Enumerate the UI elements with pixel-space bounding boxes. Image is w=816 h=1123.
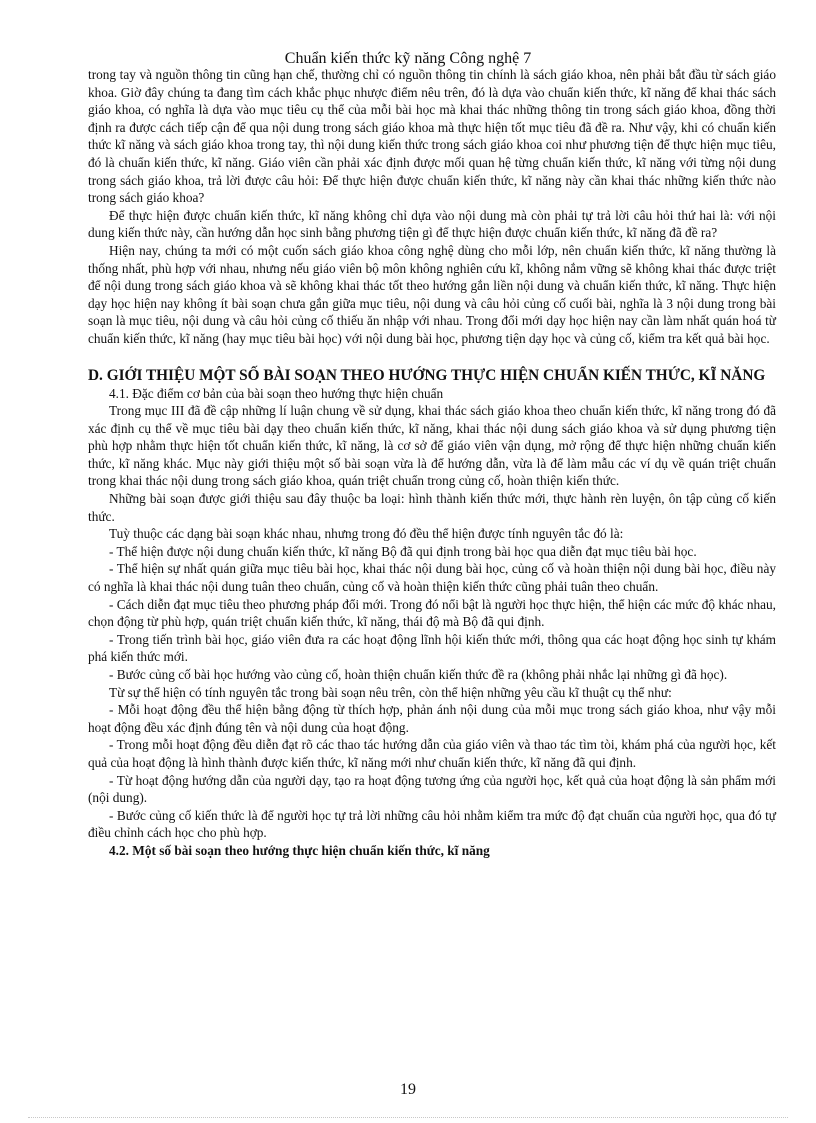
paragraph: Để thực hiện được chuẩn kiến thức, kĩ năng không chỉ dựa vào nội dung mà còn phải tự trả lời câu hỏi thứ hai là: với nội dung kiến thức này, cần hướng dẫn học sinh bằng phương tiện gì để thực hiện được chuẩn kiến thức, kĩ năng đã đề ra?: [88, 207, 776, 241]
list-item: - Cách diễn đạt mục tiêu theo phương pháp đổi mới. Trong đó nổi bật là người học thực hiện, thể hiện các mức độ khác nhau, chọn động từ phù hợp, quán triệt chuẩn kiến thức, kĩ năng, thái độ mà Bộ đã qui định.: [88, 596, 776, 630]
paragraph: Tuỳ thuộc các dạng bài soạn khác nhau, nhưng trong đó đều thể hiện được tính nguyên tắc đó là:: [109, 526, 624, 542]
paragraph: trong tay và nguồn thông tin cũng hạn chế, thường chỉ có nguồn thông tin chính là sách giáo khoa, nên phải bắt đầu từ sách giáo khoa. Giờ đây chúng ta đang tìm cách khắc phục nhược điểm nêu trên, đó là dựa vào chuẩn kiến thức, kĩ năng để khai thác sách giáo khoa, có nghĩa là dựa vào mục tiêu cụ thể của mỗi bài học mà khai thác những thông tin trong sách giáo khoa, đồng thời định ra được cách tiếp cận để qua nội dung trong sách giáo khoa mà thực hiện tốt mục tiêu đã đề ra. Như vậy, khi có chuẩn kiến thức kĩ năng và sách giáo khoa trong tay, thì nội dung kiến thức trong sách giáo khoa coi như phương tiện để thực hiện mục tiêu, đó là chuẩn kiến thức, kĩ năng. Giáo viên cần phải xác định được mối quan hệ từng chuẩn kiến thức, kĩ năng với từng nội dung trong sách giáo khoa, trả lời được câu hỏi: Để thực hiện được chuẩn kiến thức, kĩ năng này cần khai thác những kiến thức nào trong sách giáo khoa?: [88, 67, 776, 206]
list-item: - Trong mỗi hoạt động đều diễn đạt rõ các thao tác hướng dẫn của giáo viên và thao tác tìm tòi, khám phá của người học, kết quả của hoạt động là hình thành được kiến thức, kĩ năng mới như chuẩn kiến thức, kĩ năng đã qui định.: [88, 737, 776, 770]
page-number: 19: [400, 1081, 416, 1098]
list-item: - Bước củng cố bài học hướng vào củng cố, hoàn thiện chuẩn kiến thức đề ra (không phải nhắc lại những gì đã học).: [109, 667, 728, 682]
paragraph: Hiện nay, chúng ta mới có một cuốn sách giáo khoa công nghệ dùng cho mỗi lớp, nên chuẩn kiến thức, kĩ năng thường là thống nhất, phù hợp với nhau, nhưng nếu giáo viên bộ môn không nghiên cứu kĩ, không nắm vững sẽ không khai thác được triệt để nội dung trong sách giáo khoa và sẽ không khai thác tốt theo hướng gắn liền nội dung và chuẩn kiến thức, kĩ năng. Thực hiện dạy học hiện nay không ít bài soạn chưa gắn giữa mục tiêu, nội dung và câu hỏi củng cố cuối bài, nghĩa là 3 nội dung trong bài soạn là mục tiêu, nội dung và câu hỏi củng cố thiếu ăn nhập với nhau. Trong đổi mới dạy học hiện nay cần làm nhất quán hoá từ chuẩn kiến thức, kĩ năng (hay mục tiêu bài học) với nội dung bài học, phương tiện dạy học và củng cố, kiểm tra kết quả bài học.: [88, 242, 776, 346]
list-item: - Trong tiến trình bài học, giáo viên đưa ra các hoạt động lĩnh hội kiến thức mới, thông qua các hoạt động học sinh tự khám phá kiến thức mới.: [88, 631, 776, 665]
page-bottom-divider: [28, 1117, 788, 1118]
spacer: [88, 348, 776, 367]
list-item: - Từ hoạt động hướng dẫn của người dạy, tạo ra hoạt động tương ứng của người học, kết quả của hoạt động là sản phẩm mới (nội dung).: [88, 772, 776, 806]
list-item: - Thể hiện sự nhất quán giữa mục tiêu bài học, khai thác nội dung bài học, củng cố và hoàn thiện nội dung bài học, điều này có nghĩa là khai thác nội dung tuân theo chuẩn, củng cố và hoàn thiện kiến thức cũng phải tuân theo chuẩn.: [88, 561, 776, 595]
subsection-title: 4.1. Đặc điểm cơ bản của bài soạn theo hướng thực hiện chuẩn: [109, 385, 444, 401]
list-item: - Mỗi hoạt động đều thể hiện bằng động từ thích hợp, phản ánh nội dung của mỗi mục trong sách giáo khoa, như vậy mỗi hoạt động đều xác định đúng tên và nội dung của hoạt động.: [88, 702, 776, 735]
subsection-title: 4.2. Một số bài soạn theo hướng thực hiện chuẩn kiến thức, kĩ năng: [109, 842, 490, 858]
paragraph: Những bài soạn được giới thiệu sau đây thuộc ba loại: hình thành kiến thức mới, thực hành rèn luyện, ôn tập củng cố kiến thức.: [88, 491, 776, 524]
paragraph: Từ sự thể hiện có tính nguyên tắc trong bài soạn nêu trên, còn thể hiện những yêu cầu kĩ thuật cụ thể như:: [109, 684, 672, 700]
paragraph: Trong mục III đã đề cập những lí luận chung về sử dụng, khai thác sách giáo khoa theo chuẩn kiến thức, kĩ năng trong đó đã xác định cụ thể về mục tiêu bài dạy theo chuẩn kiến thức, kĩ năng, khai thác nội dung sách giáo khoa và sử dụng phương tiện phù hợp nhằm thực hiện tốt chuẩn kiến thức, kĩ năng, là cơ sở để giáo viên vận dụng, mở rộng để thực hiện những chuẩn kiến thức, kĩ năng khác. Mục này giới thiệu một số bài soạn vừa là để hướng dẫn, vừa là để làm mẫu các ví dụ về quán triệt chuẩn trong khai thác nội dung trong sách giáo khoa, quán triệt chuẩn trong củng cố, hoàn thiện kiến thức.: [88, 403, 776, 489]
section-heading: D. GIỚI THIỆU MỘT SỐ BÀI SOẠN THEO HƯỚNG THỰC HIỆN CHUẨN KIẾN THỨC, KĨ NĂNG: [88, 366, 766, 384]
list-item: - Thể hiện được nội dung chuẩn kiến thức, kĩ năng Bộ đã qui định trong bài học qua diễn đạt mục tiêu bài học.: [109, 543, 697, 559]
document-body: [88, 66, 776, 860]
list-item: - Bước củng cố kiến thức là để người học tự trả lời những câu hỏi nhằm kiểm tra mức độ đạt chuẩn của người học, qua đó tự điều chỉnh cách học cho phù hợp.: [88, 807, 776, 841]
page-header: Chuẩn kiến thức kỹ năng Công nghệ 7: [284, 50, 532, 67]
